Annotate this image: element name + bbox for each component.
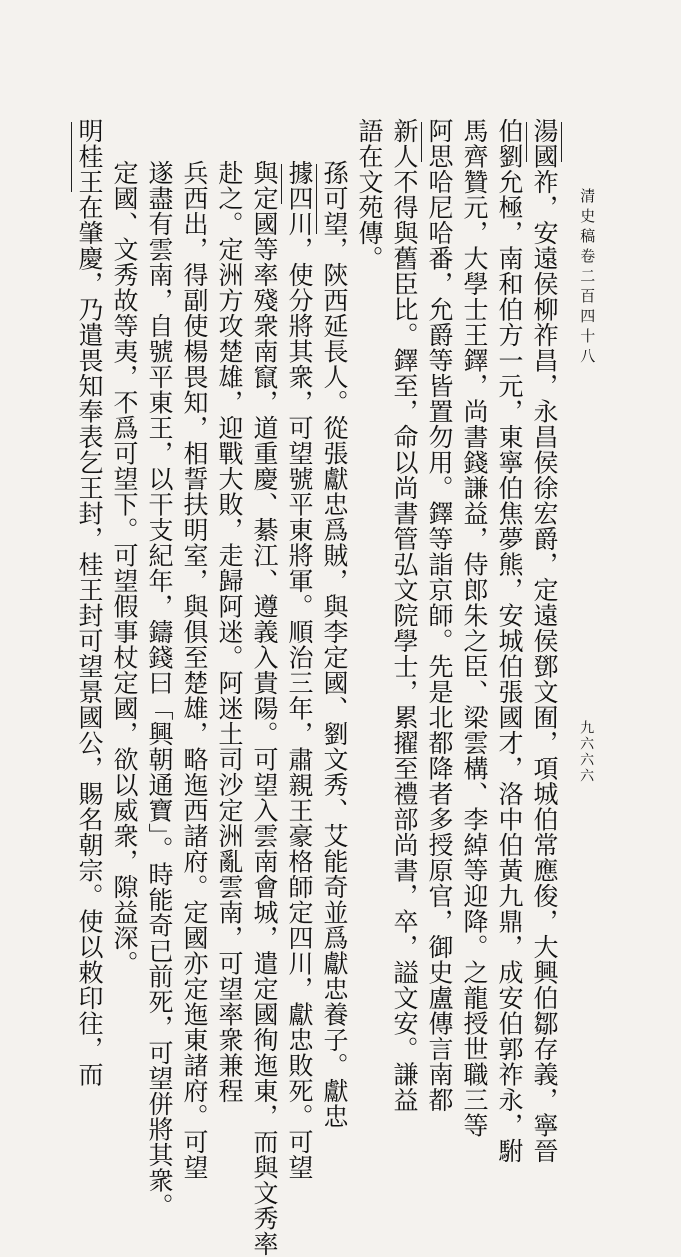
text-column: 明桂王在肇慶，乃遣畏知奉表乞王封，桂王封可望景國公，賜名朝宗。使以敕印往，而: [75, 118, 104, 1087]
proper-noun-mark: [561, 122, 562, 162]
text-column: 兵西出，得副使楊畏知，相誓扶明室，與俱至楚雄，略迤西諸府。定國亦定迤東諸府。可望: [180, 160, 209, 1180]
text-column: 新人不得與舊臣比。鐸至，命以尚書管弘文院學士，累擢至禮部尚書，卒，謚文安。謙益: [390, 118, 419, 1113]
text-column: 遂盡有雲南，自號平東王，以干支紀年，鑄錢曰「興朝通寶」。時能奇已前死，可望併將其衆。: [145, 160, 174, 1219]
text-column: 定國、文秀故等夷，不爲可望下。可望假事杖定國，欲以威衆，隙益深。: [110, 160, 139, 976]
running-header-title: 清史稿卷二百四十八: [578, 188, 597, 368]
text-column: 與定國等率殘衆南竄，道重慶、綦江、遵義入貴陽。可望入雲南會城，遣定國徇迤東，而與文秀率: [250, 160, 279, 1257]
proper-noun-mark: [281, 164, 282, 204]
text-column: 據四川，使分將其衆，可望號平東將軍。順治三年，肅親王豪格師定四川，獻忠敗死。可望: [285, 160, 314, 1180]
text-column: 馬齊贊元，大學士王鐸，尚書錢謙益，侍郎朱之臣、梁雲構、李綽等迎降。之龍授世職三等: [460, 118, 489, 1138]
text-column: 語在文苑傳。: [355, 118, 384, 271]
proper-noun-mark: [421, 122, 422, 162]
text-column: 湯國祚，安遠侯柳祚昌，永昌侯徐宏爵，定遠侯鄧文囿，項城伯常應俊，大興伯鄒存義，寧晉: [530, 118, 559, 1164]
proper-noun-mark: [71, 122, 72, 192]
page-number: 九六六六: [578, 720, 595, 784]
proper-noun-mark: [316, 164, 317, 234]
text-column: 孫可望，陝西延長人。從張獻忠爲賊，與李定國、劉文秀、艾能奇並爲獻忠養子。獻忠: [320, 160, 349, 1129]
proper-noun-mark: [526, 122, 527, 162]
text-column: 赴之。定洲方攻楚雄，迎戰大敗，走歸阿迷。阿迷土司沙定洲亂雲南，可望率衆兼程: [215, 160, 244, 1104]
text-column: 阿思哈尼哈番，允爵等皆置勿用。鐸等詣京師。先是北都降者多授原官，御史盧傳言南都: [425, 118, 454, 1113]
text-column: 伯劉允極，南和伯方一元，東寧伯焦夢熊，安城伯張國才，洛中伯黃九鼎，成安伯郭祚永，駙: [495, 118, 524, 1164]
